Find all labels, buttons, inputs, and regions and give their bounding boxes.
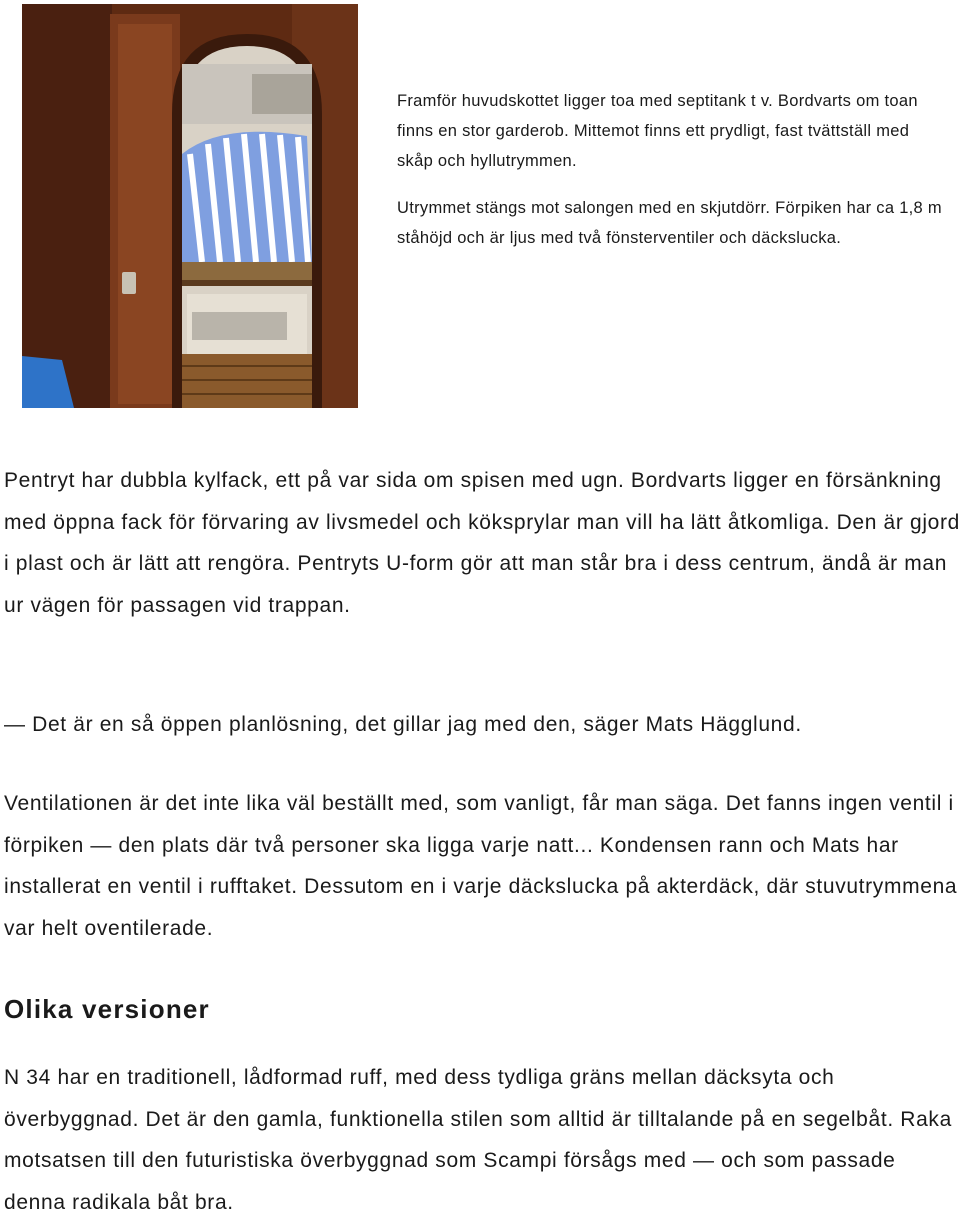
versions-paragraph: N 34 har en traditionell, lådformad ruff, med dess tydliga gräns mellan däcksyta och överbyggnad. Det är den gamla, funktionella stilen som alltid är tilltalande på en segelbåt. Raka motsatsen till den futuristiska överbyggnad som Scampi försågs med — och som passade denna radikala båt bra.: [4, 1066, 952, 1214]
quote-paragraph: — Det är en så öppen planlösning, det gillar jag med den, säger Mats Hägglund.: [4, 713, 802, 736]
caption-paragraph: Framför huvudskottet ligger toa med septitank t v. Bordvarts om toan finns en stor garderob. Mittemot finns ett prydligt, fast tvättställ med skåp och hyllutrymmen.: [397, 92, 918, 170]
boat-interior-photo: [22, 4, 358, 408]
pentry-paragraph: Pentryt har dubbla kylfack, ett på var sida om spisen med ugn. Bordvarts ligger en försänkning med öppna fack för förvaring av livsmedel och köksprylar man vill ha lätt åtkomliga. Den är gjord i plast och är lätt att rengöra. Pentryts U-form gör att man står bra i dess centrum, ändå är man ur vägen för passagen vid trappan.: [4, 469, 960, 617]
ventilation-paragraph: Ventilationen är det inte lika väl beställt med, som vanligt, får man säga. Det fanns ingen ventil i förpiken — den plats där två personer ska ligga varje natt... Kondensen rann och Mats har installerat en ventil i rufftaket. Dessutom en i varje däckslucka på akterdäck, där stuvutrymmena var helt oventilerade.: [4, 792, 958, 940]
photo-caption: [397, 86, 942, 253]
section-heading: Olika versioner: [4, 994, 210, 1024]
caption-paragraph: Utrymmet stängs mot salongen med en skjutdörr. Förpiken har ca 1,8 m ståhöjd och är ljus med två fönsterventiler och däckslucka.: [397, 199, 942, 247]
